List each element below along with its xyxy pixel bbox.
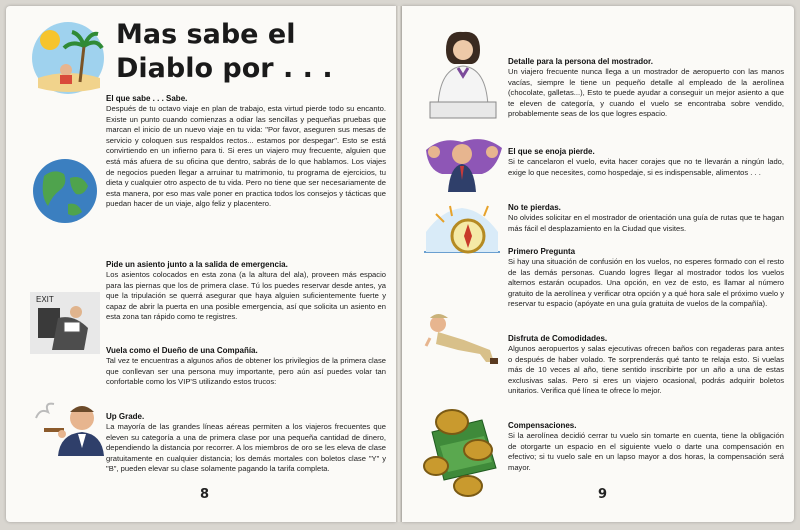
compass-illustration [422,202,502,254]
section-body: Tal vez te encuentras a algunos años de obtener los privilegios de la primera clase que conllevan ser una persona muy importante, pero aún así puedes volar tan confortable como los VIP'S utilizando estos trucos: [106,356,386,387]
section-vuela-dueno [106,345,386,388]
section-body: No olvides solicitar en el mostrador de orientación una guía de rutas que te hagan más fácil el desplazamiento en la Ciudad que visites. [508,213,784,233]
section-disfruta-comodidades [508,333,784,397]
section-salida-emergencia [106,259,386,323]
section-compensaciones [508,420,784,473]
title-line-2: Diablo por . . . [116,53,333,84]
angry-man-illustration [422,130,504,192]
left-page [6,6,396,522]
section-heading: Detalle para la persona del mostrador. [508,57,653,66]
globe-illustration [30,156,100,226]
section-body: Algunos aeropuertos y salas ejecutivas ofrecen baños con regaderas para antes o después de haber volado. Te sorprenderás qué tanto te relaja esto. Si vuelas más de 10 veces al año, tiene sentido inscribirte por un año a una de estas exclusivas salas. Pero si eres un viajero ocasional, podrás adquirir boletos unitarios. Verifica qué línea te ofrece lo mejor. [508,344,784,396]
section-heading: Vuela como el Dueño de una Compañía. [106,346,258,355]
section-no-te-pierdas [508,202,784,234]
section-body: Después de tu octavo viaje en plan de trabajo, esta virtud pierde todo su encanto. Existe un punto cuando comienzas a odiar las sencillas y pequeñas pruebas que marcan el inicio de un nuevo viaje en tu vida: "Por favor, aseguren sus mesas de servicio y coloquen sus respaldos rectos... estamos por despegar". Esto se está convirtiendo en un infierno para ti. Si eres un viajero muy frecuente, alguien que está más afuera de su oficina que dentro, sabrás de lo que hablamos. Los viajes de negocios pueden llegar a arruinar tu matrimonio, tu programa de ejercicios, tu dieta y cualquier otro aspecto de tu vida. Pero no tiene que ser necesariamente de esta manera, por eso mas vale poner en practica todos los consejos y tácticas que puedan hacer de un viaje, algo feliz y placentero. [106,104,386,209]
section-heading: Up Grade. [106,412,145,421]
exit-seat-illustration [28,288,102,358]
section-heading: Pide un asiento junto a la salida de emergencia. [106,260,288,269]
title-line-1: Mas sabe el [116,19,296,50]
counter-attendant-illustration [426,28,500,120]
section-heading: Disfruta de Comodidades. [508,334,608,343]
section-heading: El que se enoja pierde. [508,147,595,156]
page-number: 9 [598,487,608,502]
section-heading: Primero Pregunta [508,247,576,256]
section-detalle-mostrador [508,56,784,120]
section-heading: El que sabe . . . Sabe. [106,94,188,103]
section-body: Si te cancelaron el vuelo, evita hacer corajes que no te llevarán a ningún lado, exige lo que necesites, como hospedaje, si es indispensable, alimentos . . . [508,157,784,177]
section-up-grade [106,411,386,475]
beach-vacation-illustration [28,18,108,98]
section-primero-pregunta [508,246,784,310]
section-heading: Compensaciones. [508,421,577,430]
page-title [116,18,386,86]
section-el-que-se-enoja [508,146,784,178]
money-coins-illustration [422,402,504,498]
section-heading: No te pierdas. [508,203,561,212]
section-body: La mayoría de las grandes líneas aéreas permiten a los viajeros frecuentes que eleven su categoría a una de primera clase por una pequeña cantidad de dinero, dependiendo la distancia por recorrer. A los miembros de oro se les eleva de clase gratuitamente en cualquier distancia; los demás mortales con boletos clase "Y" y "B", pueden elevar su clase solamente pagando la tarifa completa. [106,422,386,474]
relaxing-man-illustration [424,310,502,366]
exit-sign: EXIT [36,295,54,304]
right-page [402,6,794,522]
section-el-que-sabe [106,93,386,210]
page-number: 8 [200,487,210,502]
section-body: Un viajero frecuente nunca llega a un mostrador de aeropuerto con las manos vacías, siempre le tiene un pequeño detalle al empleado de la aerolínea (chocolate, galletas...), Esto te puede ayudar a conseguir un mejor asiento a que te eleven de categoría, y cuando el vuelo se encontraba sobre vendido, probablemente seas de los que logres espacio. [508,67,784,119]
businessman-cigar-illustration [30,398,104,456]
section-body: Los asientos colocados en esta zona (a la altura del ala), proveen más espacio para las piernas que los de primera clase. Tú los puedes reservar desde antes, ya que la tripulación se querrá asegurar que haya alguien suficientemente fuerte y capaz de abrir la puerta en una posible emergencia, así que solicita un asiento en esta zona tan rápido como te registres. [106,270,386,322]
section-body: Si la aerolínea decidió cerrar tu vuelo sin tomarte en cuenta, tiene la obligación de otorgarte un espacio en el siguiente vuelo o darte una compensación en efectivo; si tu vuelo sale en un lapso mayor a dos horas, la compensación será mayor. [508,431,784,472]
section-body: Si hay una situación de confusión en los vuelos, no esperes formado con el resto de las demás personas. Cuando logres llegar al mostrador todos los vuelos alternos estarán ocupados. Una opción, en vez de esto, es llamar al número gratuito de la aerolínea y verificar otra opción y a qué hora sale el próximo vuelo y reservar tu espacio (apóyate en una guía gratuita de vuelos de la compañía). [508,257,784,309]
